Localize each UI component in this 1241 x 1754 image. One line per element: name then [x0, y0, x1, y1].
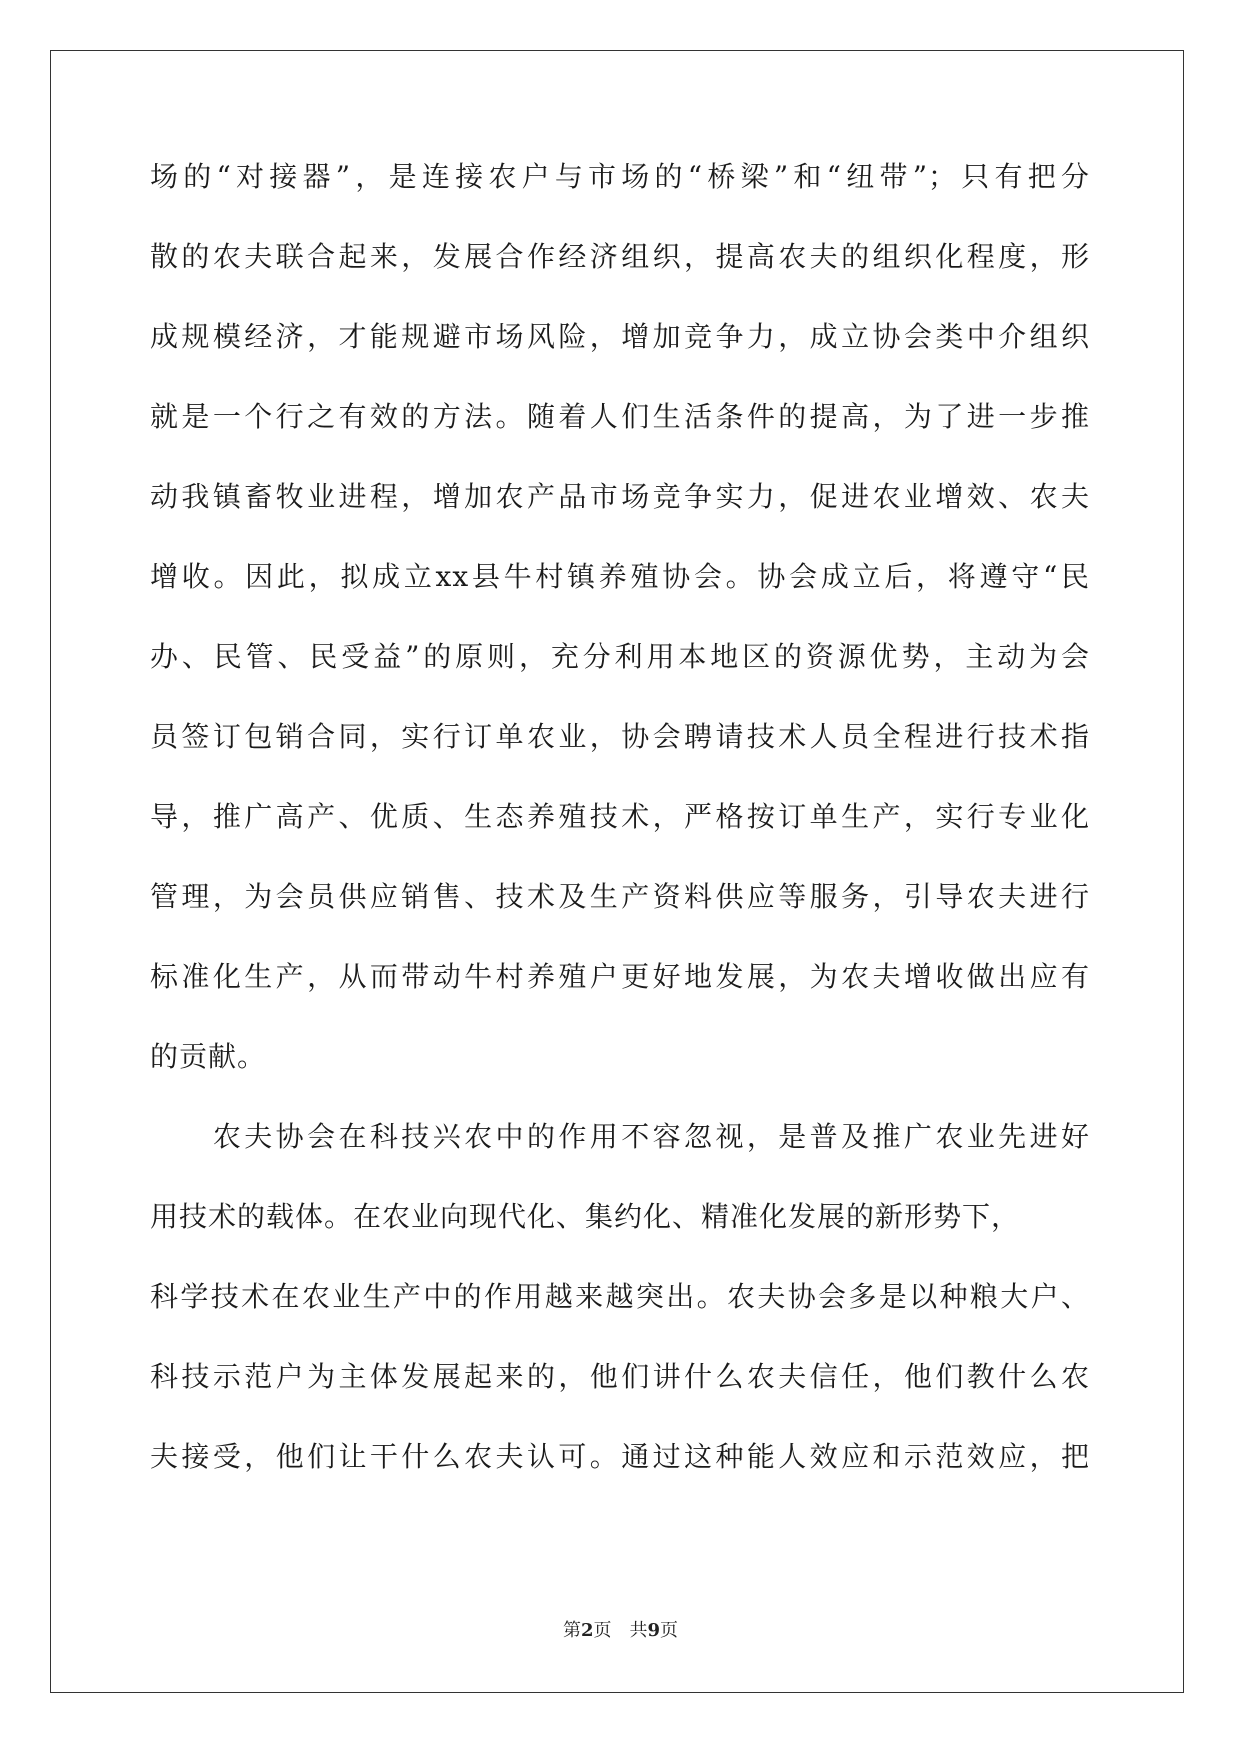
text-line: 员签订包销合同，实行订单农业，协会聘请技术人员全程进行技术指	[150, 720, 1090, 753]
text-line: 增收。因此，拟成立xx县牛村镇养殖协会。协会成立后，将遵守“民	[150, 560, 1090, 593]
text-line: 农夫协会在科技兴农中的作用不容忽视，是普及推广农业先进好	[150, 1120, 1090, 1153]
text-line: 标准化生产，从而带动牛村养殖户更好地发展，为农夫增收做出应有	[150, 960, 1090, 993]
text-line: 办、民管、民受益”的原则，充分利用本地区的资源优势，主动为会	[150, 640, 1090, 673]
text-line: 科学技术在农业生产中的作用越来越突出。农夫协会多是以种粮大户、	[150, 1280, 1090, 1313]
text-line: 散的农夫联合起来，发展合作经济组织，提高农夫的组织化程度，形	[150, 240, 1090, 273]
footer-middle: 页 共	[593, 1620, 648, 1641]
text-line: 就是一个行之有效的方法。随着人们生活条件的提高，为了进一步推	[150, 400, 1090, 433]
current-page-number: 2	[580, 1620, 594, 1641]
footer-suffix: 页	[660, 1620, 679, 1641]
text-line: 导，推广高产、优质、生态养殖技术，严格按订单生产，实行专业化	[150, 800, 1090, 833]
page-footer	[0, 1616, 1241, 1642]
text-line: 成规模经济，才能规避市场风险，增加竞争力，成立协会类中介组织	[150, 320, 1090, 353]
text-line: 用技术的载体。在农业向现代化、集约化、精准化发展的新形势下，	[150, 1200, 1021, 1233]
text-line: 动我镇畜牧业进程，增加农产品市场竞争实力，促进农业增效、农夫	[150, 480, 1090, 513]
text-line: 夫接受，他们让干什么农夫认可。通过这种能人效应和示范效应，把	[150, 1440, 1090, 1473]
footer-prefix: 第	[562, 1620, 581, 1641]
text-line: 的贡献。	[150, 1040, 267, 1073]
total-page-count: 9	[647, 1620, 661, 1641]
document-body	[150, 160, 1090, 1520]
text-line: 管理，为会员供应销售、技术及生产资料供应等服务，引导农夫进行	[150, 880, 1090, 913]
text-line: 科技示范户为主体发展起来的，他们讲什么农夫信任，他们教什么农	[150, 1360, 1090, 1393]
text-line: 场的“对接器”，是连接农户与市场的“桥梁”和“纽带”；只有把分	[150, 160, 1090, 193]
